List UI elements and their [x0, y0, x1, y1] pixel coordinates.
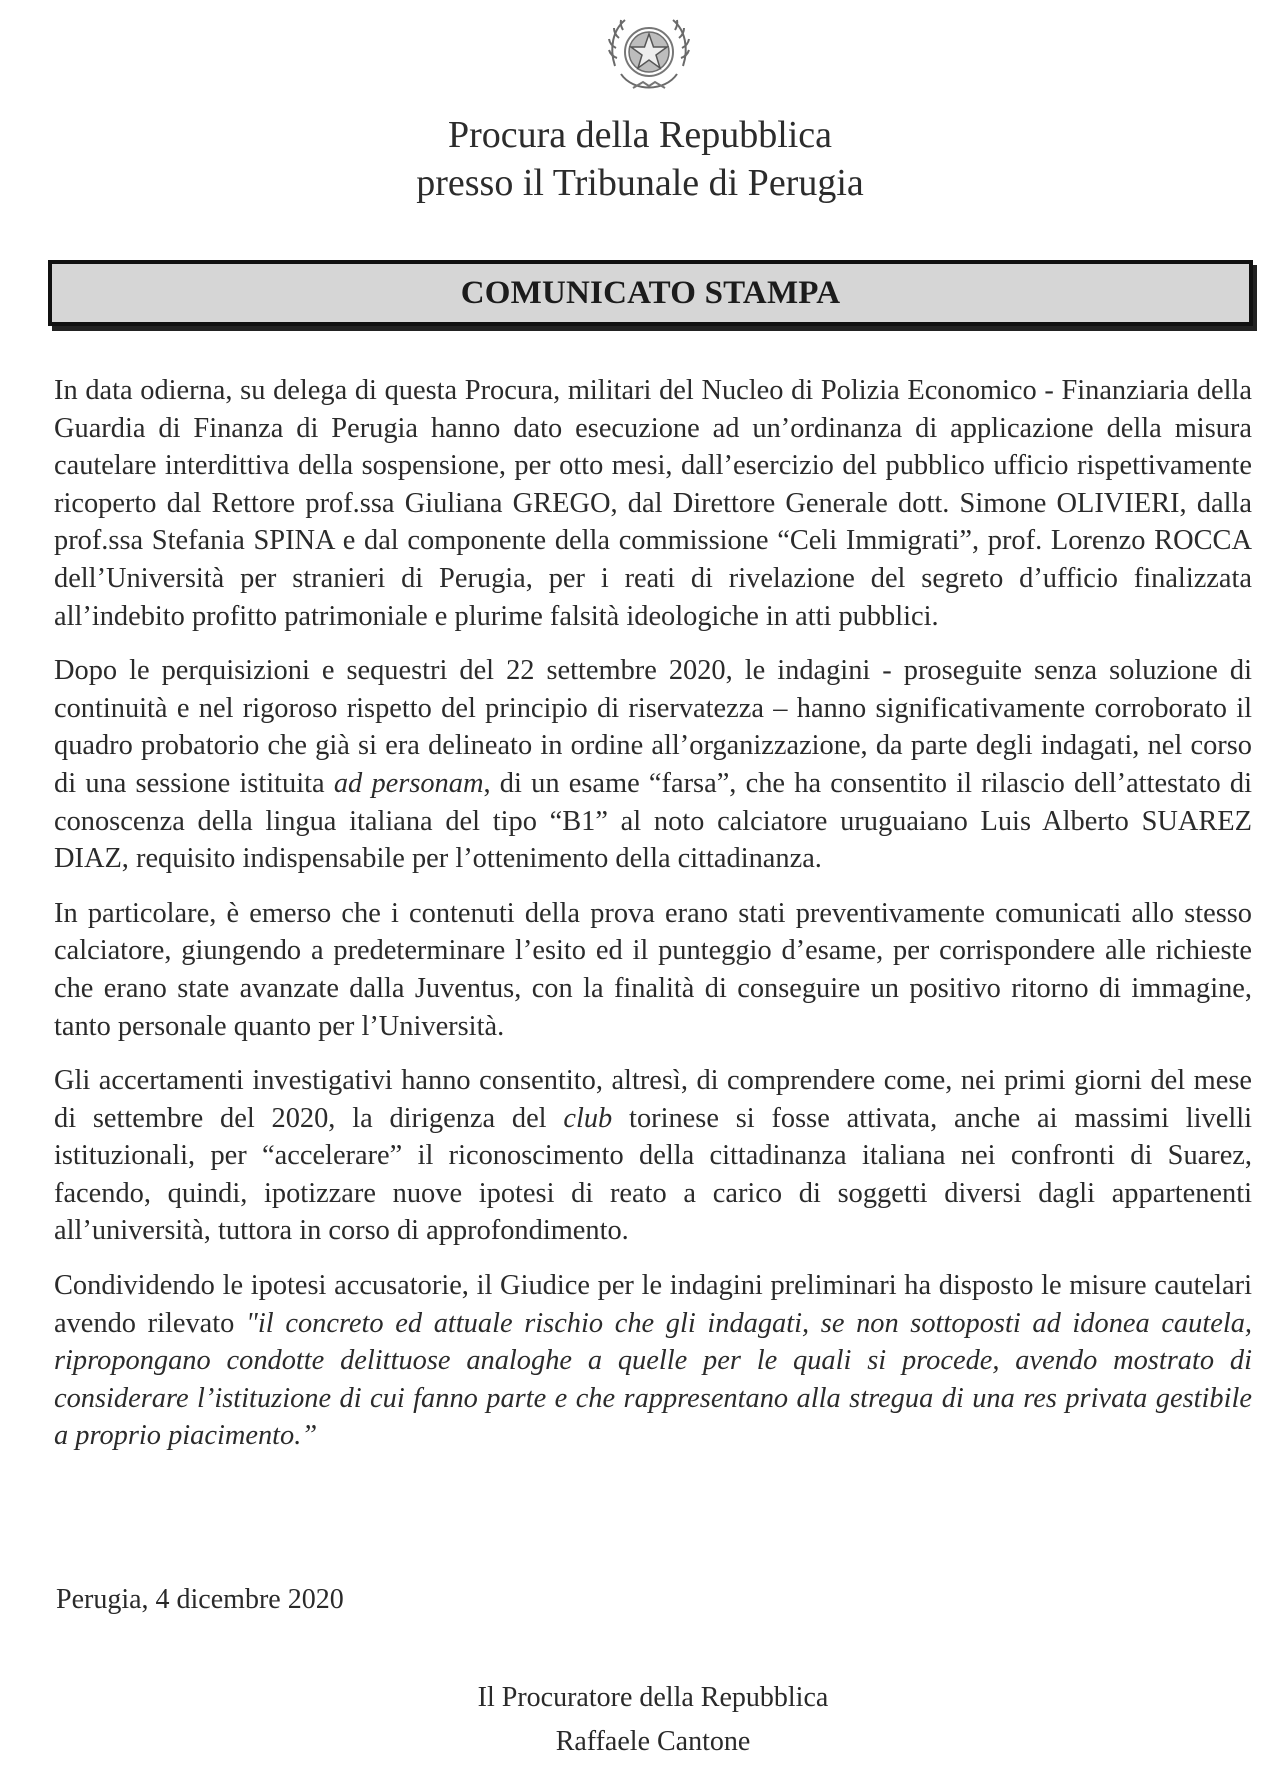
- paragraph-4-text-a: Gli accertamenti investigativi hanno consentito, altresì, di comprendere come, nei primi giorni del mese di settembre del 2020, la dirigenza del: [54, 1065, 1252, 1134]
- paragraph-1: In data odierna, su delega di questa Procura, militari del Nucleo di Polizia Economico - Finanziaria della Guardia di Finanza di Perugia hanno dato esecuzione ad un’ordinanza di applicazione della misura cautelare interdittiva della sospensione, per otto mesi, dall’esercizio del pubblico ufficio rispettivamente ricoperto dal Rettore prof.ssa Giuliana GREGO, dal Direttore Generale dott. Simone OLIVIERI, dalla prof.ssa Stefania SPINA e dal componente della commissione “Celi Immigrati”, prof. Lorenzo ROCCA dell’Università per stranieri di Perugia, per i reati di rivelazione del segreto d’ufficio finalizzata all’indebito profitto patrimoniale e plurime falsità ideologiche in atti pubblici.: [54, 375, 1252, 632]
- press-release-body: [54, 372, 1252, 1472]
- paragraph-2-text-b: , di un esame “farsa”, che ha consentito il rilascio dell’attestato di conoscenza della lingua italiana del tipo “B1” al noto calciatore uruguaiano Luis Alberto SUAREZ DIAZ, requisito indispensabile per l’ottenimento della cittadinanza.: [54, 767, 1253, 875]
- paragraph-2: [54, 652, 1252, 878]
- signatory-role: Il Procuratore della Repubblica: [477, 1682, 829, 1713]
- paragraph-4-text-b: torinese si fosse attivata, anche ai massimi livelli istituzionali, per “accelerare” il riconoscimento della cittadinanza italiana nei confronti di Suarez, facendo, quindi, ipotizzare nuove ipotesi di reato a carico di soggetti diversi dagli appartenenti all’università, tuttora in corso di approfondimento.: [54, 1102, 1252, 1247]
- paragraph-5: [54, 1267, 1252, 1455]
- document-title: COMUNICATO STAMPA: [460, 274, 841, 311]
- paragraph-2-text-a: Dopo le perquisizioni e sequestri del 22 settembre 2020, le indagini - proseguite senza soluzione di continuità e nel rigoroso rispetto del principio di riservatezza – hanno significativamente corroborato il quadro probatorio che già si era delineato in ordine all’organizzazione, da parte degli indagati, nel corso di una sessione istituita: [54, 655, 1252, 799]
- paragraph-2-italic: ad personam: [333, 767, 484, 799]
- paragraph-5-quote: "il concreto ed attuale rischio che gli indagati, se non sottoposti ad idonea cautela, ripropongano condotte delittuose analoghe a quelle per le quali si procede, avendo mostrato di considerare l’istituzione di cui fanno parte e che rappresentano alla stregua di una res privata gestibile a proprio piacimento.”: [54, 1307, 1252, 1452]
- signatory-name: Raffaele Cantone: [555, 1726, 751, 1757]
- paragraph-3: In particolare, è emerso che i contenuti della prova erano stati preventivamente comunicati allo stesso calciatore, giungendo a predeterminare l’esito ed il punteggio d’esame, per corrispondere alle richieste che erano state avanzate dalla Juventus, con la finalità di conseguire un positivo ritorno di immagine, tanto personale quanto per l’Università.: [54, 897, 1252, 1042]
- paragraph-5-text-a: Condividendo le ipotesi accusatorie, il Giudice per le indagini preliminari ha disposto le misure cautelari avendo rilevato: [54, 1270, 1252, 1339]
- document-date: Perugia, 4 dicembre 2020: [56, 1584, 344, 1615]
- office-name-line1: Procura della Repubblica: [447, 114, 833, 156]
- paragraph-4: [54, 1062, 1252, 1250]
- italian-republic-emblem-icon: [603, 8, 695, 104]
- title-banner: [48, 260, 1253, 326]
- office-name-line2: presso il Tribunale di Perugia: [416, 162, 864, 204]
- paragraph-4-italic: club: [563, 1102, 613, 1134]
